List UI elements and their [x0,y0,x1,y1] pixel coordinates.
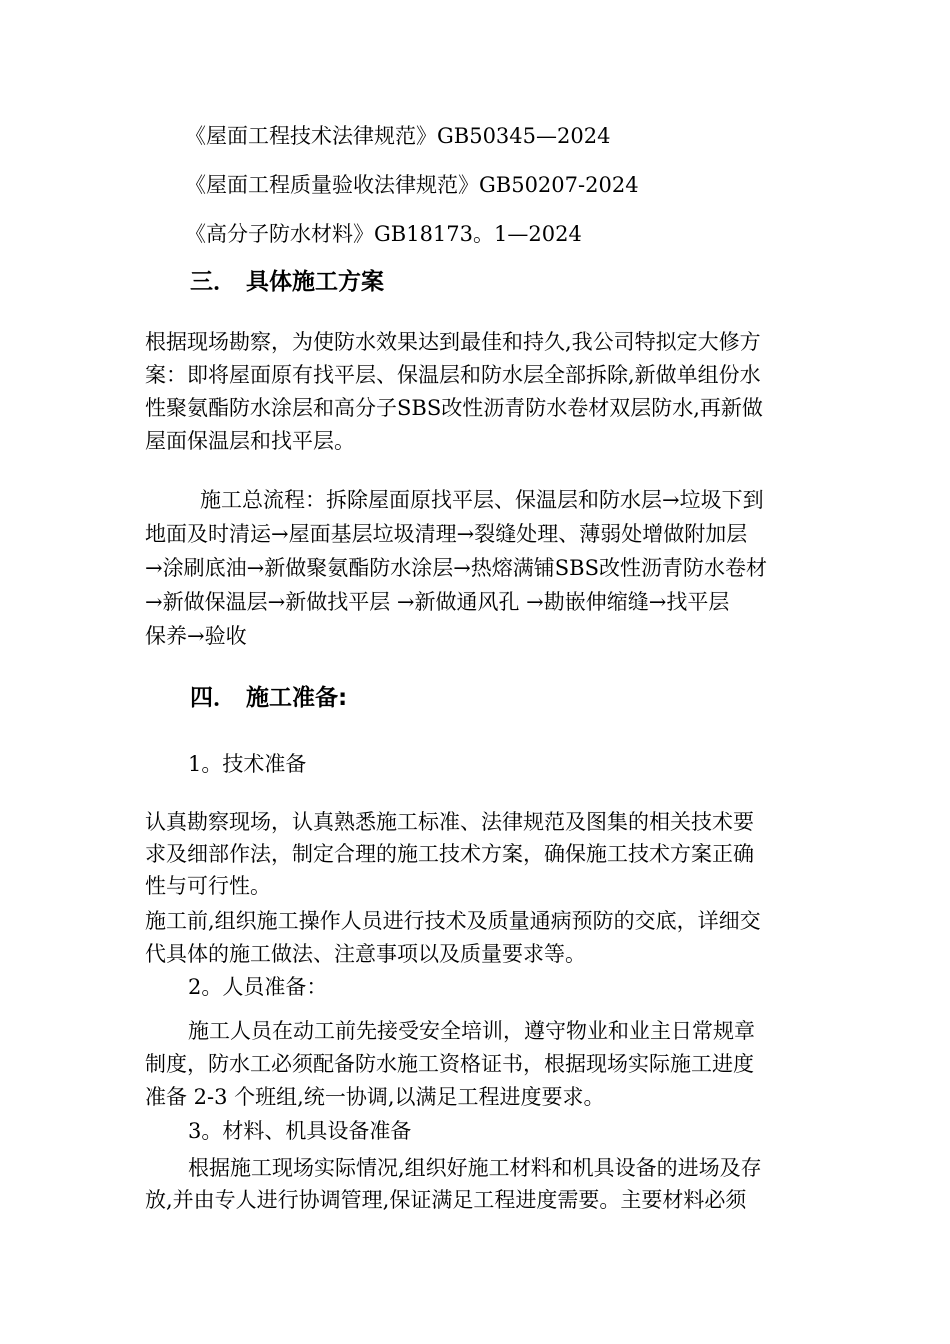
paragraph-line: 施工人员在动工前先接受安全培训，遵守物业和业主日常规章 [188,1019,755,1043]
paragraph-line: 认真勘察现场，认真熟悉施工标准、法律规范及图集的相关技术要 [145,810,754,834]
paragraph-line: 准备 2-3 个班组,统一协调,以满足工程进度要求。 [145,1085,605,1109]
section-number: 三． [190,269,236,295]
paragraph-line: 施工总流程：拆除屋面原找平层、保温层和防水层→垃圾下到 [200,488,764,512]
paragraph-line: →新做保温层→新做找平层 →新做通风孔 →勘嵌伸缩缝→找平层 [145,590,730,614]
paragraph-line: 求及细部作法，制定合理的施工技术方案，确保施工技术方案正确 [145,842,754,866]
paragraph-line: 施工前,组织施工操作人员进行技术及质量通病预防的交底，详细交 [145,909,761,933]
paragraph-line: 代具体的施工做法、注意事项以及质量要求等。 [145,942,586,966]
paragraph-line: 性与可行性。 [145,874,271,898]
section-title: 施工准备: [246,685,348,711]
paragraph-line: 放,并由专人进行协调管理,保证满足工程进度需要。主要材料必须 [145,1188,747,1212]
paragraph-line: 根据施工现场实际情况,组织好施工材料和机具设备的进场及存 [188,1156,762,1180]
section-heading [190,266,384,298]
section-number: 四． [190,685,236,711]
paragraph-line: 地面及时清运→屋面基层垃圾清理→裂缝处理、薄弱处增做附加层 [145,522,748,546]
subsection-title: 2。人员准备： [188,975,328,999]
paragraph-line: 保养→验收 [145,624,247,648]
paragraph-line: 屋面保温层和找平层。 [145,429,355,453]
paragraph-line: 制度，防水工必须配备防水施工资格证书，根据现场实际施工进度 [145,1052,754,1076]
paragraph-line: 根据现场勘察，为使防水效果达到最佳和持久,我公司特拟定大修方 [145,330,761,354]
subsection-title: 3。材料、机具设备准备 [188,1119,412,1143]
reference-line: 《高分子防水材料》GB18173。1—2024 [185,222,582,246]
paragraph-line: →涂刷底油→新做聚氨酯防水涂层→热熔满铺SBS改性沥青防水卷材 [145,556,767,580]
paragraph-line: 案：即将屋面原有找平层、保温层和防水层全部拆除,新做单组份水 [145,363,761,387]
paragraph-line: 性聚氨酯防水涂层和高分子SBS改性沥青防水卷材双层防水,再新做 [145,396,763,420]
reference-line: 《屋面工程质量验收法律规范》GB50207-2024 [185,173,639,197]
section-heading [190,682,347,714]
section-title: 具体施工方案 [246,269,384,295]
reference-line: 《屋面工程技术法律规范》GB50345—2024 [185,124,611,148]
subsection-title: 1。技术准备 [188,752,307,776]
